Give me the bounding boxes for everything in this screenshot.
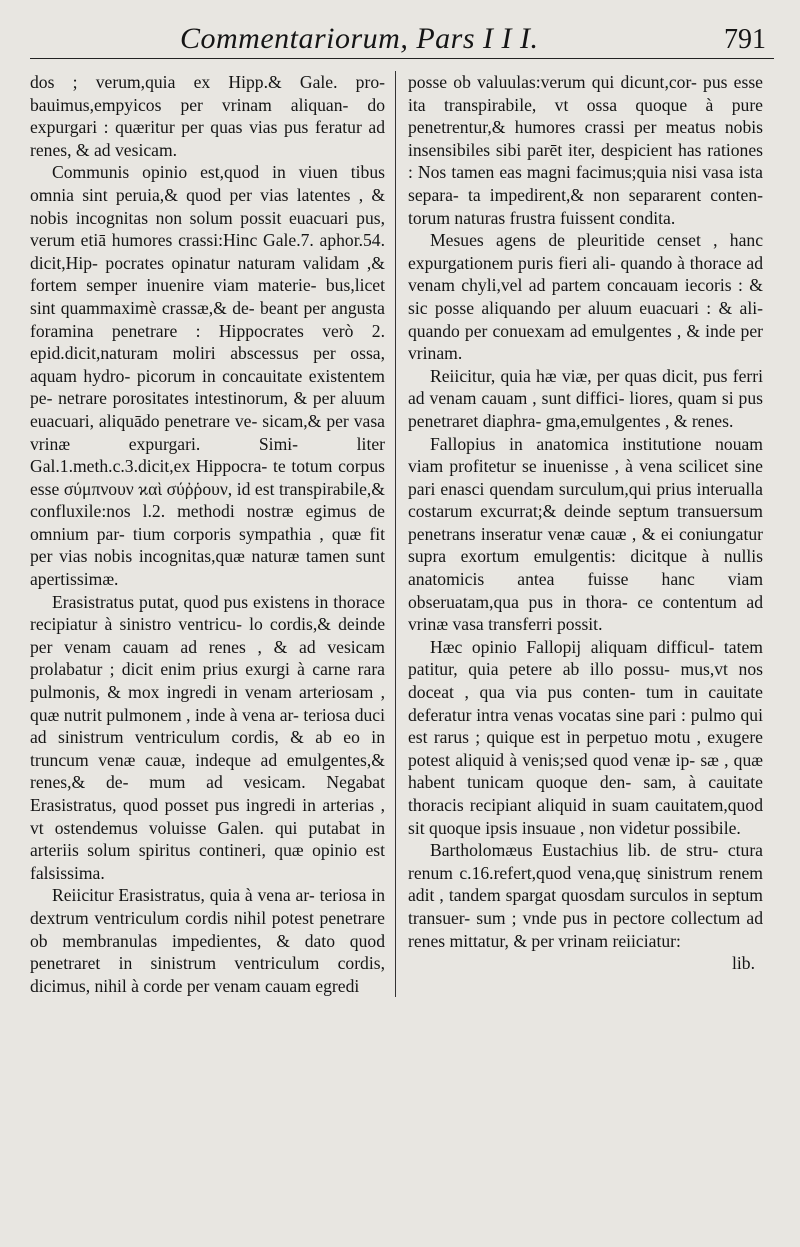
left-column	[30, 71, 395, 997]
paragraph: Fallopius in anatomica institutione nouam viam profitetur se inuenisse , à vena scilicet sine pari enasci quendam surculum,qui prius interualla costarum excurrat;& deinde septum transuersum penetrans inseratur venæ cauæ , & ei coniungatur supra exortum emulgentis: dicitque à nullis anatomicis antea fuisse hanc viam obseruatam,qua pus in thora- ce contentum ad vrinæ vasa transferri possit.	[408, 433, 763, 635]
right-column	[395, 71, 763, 997]
paragraph: Mesues agens de pleuritide censet , hanc expurgationem puris fieri ali- quando à thorace ad venam chyli,vel ad partem concauam iecoris : & sic posse aliquando per aluum euacuari : & ali- quando per conuexam ad emulgentes , & inde per vrinam.	[408, 230, 763, 364]
page-number: 791	[724, 24, 766, 55]
paragraph: posse ob valuulas:verum qui dicunt,cor- pus esse ita transpirabile, vt ossa quoque à pure penetrentur,& humores crassi per meatus nobis insensibiles sibi parēt iter, despicient has rationes : Nos tamen eas magni facimus;quia nisi vasa ista separa- ta impedirent,& non separarent conten- torum naturas frustra fuissent condita.	[408, 72, 763, 228]
text-columns	[30, 71, 774, 997]
paragraph: Communis opinio est,quod in viuen tibus omnia sint peruia,& quod per vias latentes , & nobis incognitas non solum possit euacuari pus, verum etiā humores crassi:Hinc Gale.7. aphor.54. dicit,Hip- pocrates opinatur naturam validam ,& fortem semper inuenire viam materie- bus,licet sint quammaximè crassæ,& de- beant per angusta foramina penetrare : Hippocrates verò 2. epid.dicit,naturam moliri abscessus per ossa, aquam hydro- picorum in concauitate existentem pe- netrare porositates intestinorum, & per aluum euacuari, aliquādo penetrare ve- sicam,& per vasa vrinæ expurgari. Simi- liter Gal.1.meth.c.3.dicit,ex Hippocra- te totum corpus esse σύμπνουν ϰαὶ σύῤῥουν, id est transpirabile,& confluxile:nos l.2. methodi nostræ egimus de omnium par- tium corporis sympathia , quæ fit per vias nobis incognitas,quæ naturæ tamen sunt apertissimæ.	[30, 162, 385, 590]
paragraph: Reiicitur Erasistratus, quia à vena ar- teriosa in dextrum ventriculum cordis nihil potest penetrare ob membranulas impedientes, & dato quod penetraret in sinistrum ventriculum cordis, dicimus, nihil à corde per venam cauam egredi	[30, 885, 385, 996]
running-header	[30, 14, 774, 59]
paragraph: Bartholomæus Eustachius lib. de stru- ctura renum c.16.refert,quod vena,quę sinistrum renem adit , tandem spargat quosdam surculos in septum transuer- sum ; vnde pus in pectore collectum ad renes mittatur, & per vrinam reiiciatur:	[408, 840, 763, 951]
paragraph: Erasistratus putat, quod pus existens in thorace recipiatur à sinistro ventricu- lo cordis,& deinde per venam cauam ad renes , & ad vesicam prolabatur ; dicit enim prius exurgi à carne rara pulmonis, & mox ingredi in venam arteriosam , quæ nutrit pulmonem , inde à vena ar- teriosa duci ad sinistrum ventriculum cordis, & ab eo in truncum venæ cauæ, indeque ad emulgentes,& renes,& de- mum ad vesicam. Negabat Erasistratus, quod posset pus ingredi in arterias , vt ostendemus voluisse Galen. qui putabat in arteriis solum spiritus contineri, quæ opinio est falsissima.	[30, 591, 385, 883]
catchword: lib.	[732, 953, 755, 974]
paragraph: Hæc opinio Fallopij aliquam difficul- tatem patitur, quia petere ab illo possu- mus,vt nos doceat , qua via pus conten- tum in cauitate deferatur intra venas vocatas sine pari : pulmo qui est rarus ; quique est in perpetuo motu , exugere potest aliquid à venis;sed quod venæ ip- sæ , quæ habent tunicam quoque den- sam, à cauitate thoracis recipiant aliquid in suam cauitatem,quod sit quoque ipsis insuaue , non videtur possibile.	[408, 636, 763, 838]
running-title: Commentariorum, Pars I I I.	[180, 22, 539, 55]
paragraph: dos ; verum,quia ex Hipp.& Gale. pro- bauimus,empyicos per vrinam aliquan- do expurgari : quæritur per quas vias pus feratur ad renes, & ad vesicam.	[30, 72, 385, 160]
paragraph: Reiicitur, quia hæ viæ, per quas dicit, pus ferri ad venam cauam , sunt diffici- liores, quam si pus penetraret diaphra- gma,emulgentes , & renes.	[408, 365, 763, 431]
